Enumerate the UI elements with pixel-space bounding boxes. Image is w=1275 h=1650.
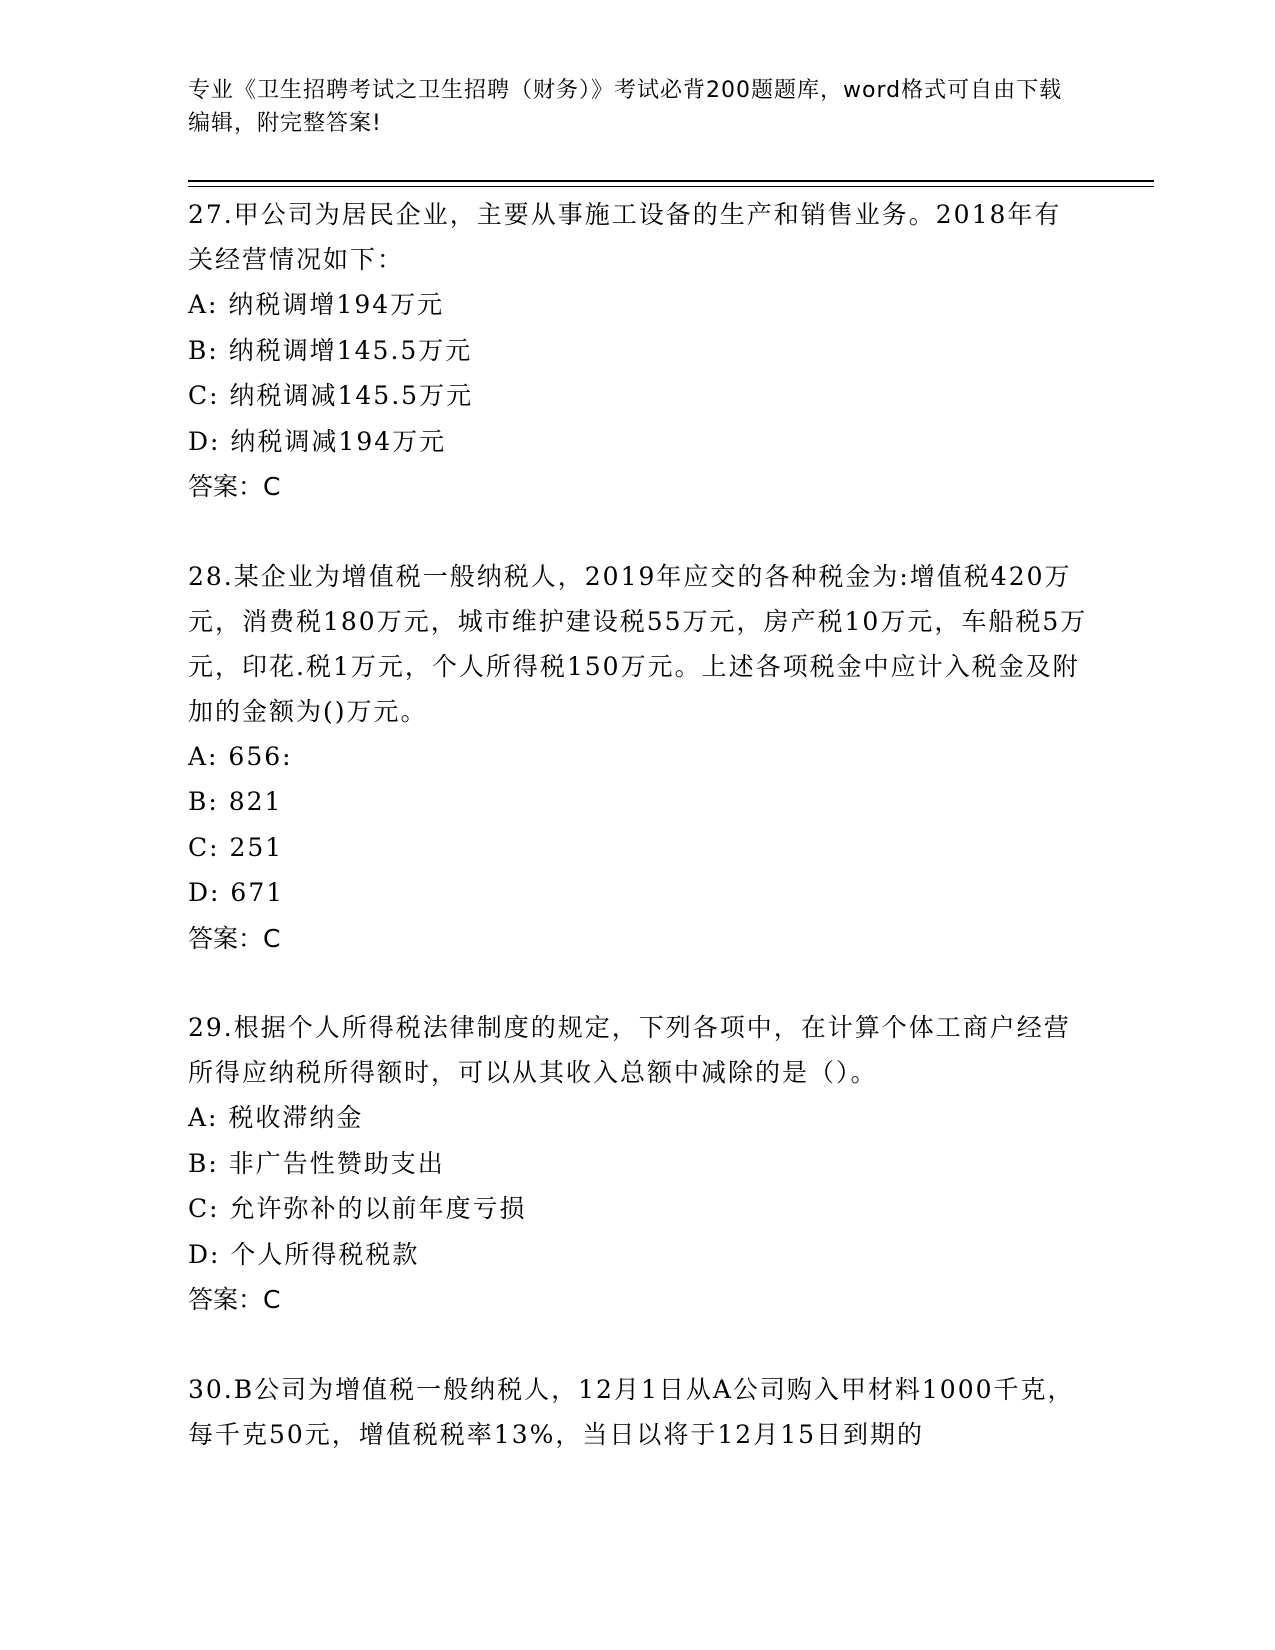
header-divider-thick xyxy=(188,180,1154,182)
question-text: 28.某企业为增值税一般纳税人，2019年应交的各种税金为:增值税420万元，消费税180万元，城市维护建设税55万元，房产税10万元，车船税5万元，印花.税1万元，个人所得税150万元。上述各项税金中应计入税金及附加的金额为()万元。 xyxy=(188,561,1088,726)
answer: 答案：C xyxy=(188,472,281,501)
question-text: 27.甲公司为居民企业，主要从事施工设备的生产和销售业务。2018年有关经营情况如下： xyxy=(188,200,1062,274)
question-29 xyxy=(188,1005,1088,1323)
option-d: D: 纳税调减194万元 xyxy=(188,426,447,456)
answer: 答案：C xyxy=(188,923,281,953)
question-27 xyxy=(188,192,1088,510)
option-c: C: 251 xyxy=(188,832,284,862)
question-text: 29.根据个人所得税法律制度的规定，下列各项中，在计算个体工商户经营所得应纳税所得额时，可以从其收入总额中减除的是（）。 xyxy=(188,1013,1071,1087)
option-b: B: 821 xyxy=(188,787,283,816)
option-c: C: 纳税调减145.5万元 xyxy=(188,381,474,410)
question-list xyxy=(188,192,1088,1501)
option-a: A: 纳税调增194万元 xyxy=(188,290,445,319)
option-b: B: 纳税调增145.5万元 xyxy=(188,335,473,365)
question-30 xyxy=(188,1367,1088,1457)
option-d: D: 个人所得税税款 xyxy=(188,1239,420,1269)
option-a: A: 税收滞纳金 xyxy=(188,1103,364,1132)
question-28 xyxy=(188,554,1088,962)
answer: 答案：C xyxy=(188,1285,281,1314)
document-header: 专业《卫生招聘考试之卫生招聘（财务）》考试必背200题题库，word格式可自由下载编辑，附完整答案! xyxy=(188,78,1063,136)
option-a: A: 656: xyxy=(188,741,293,771)
question-text: 30.B公司为增值税一般纳税人，12月1日从A公司购入甲材料1000千克，每千克50元，增值税税率13%，当日以将于12月15日到期的 xyxy=(188,1374,1075,1449)
header-divider-thin xyxy=(188,186,1154,187)
option-c: C: 允许弥补的以前年度亏损 xyxy=(188,1194,527,1223)
option-d: D: 671 xyxy=(188,878,285,907)
option-b: B: 非广告性赞助支出 xyxy=(188,1148,445,1178)
